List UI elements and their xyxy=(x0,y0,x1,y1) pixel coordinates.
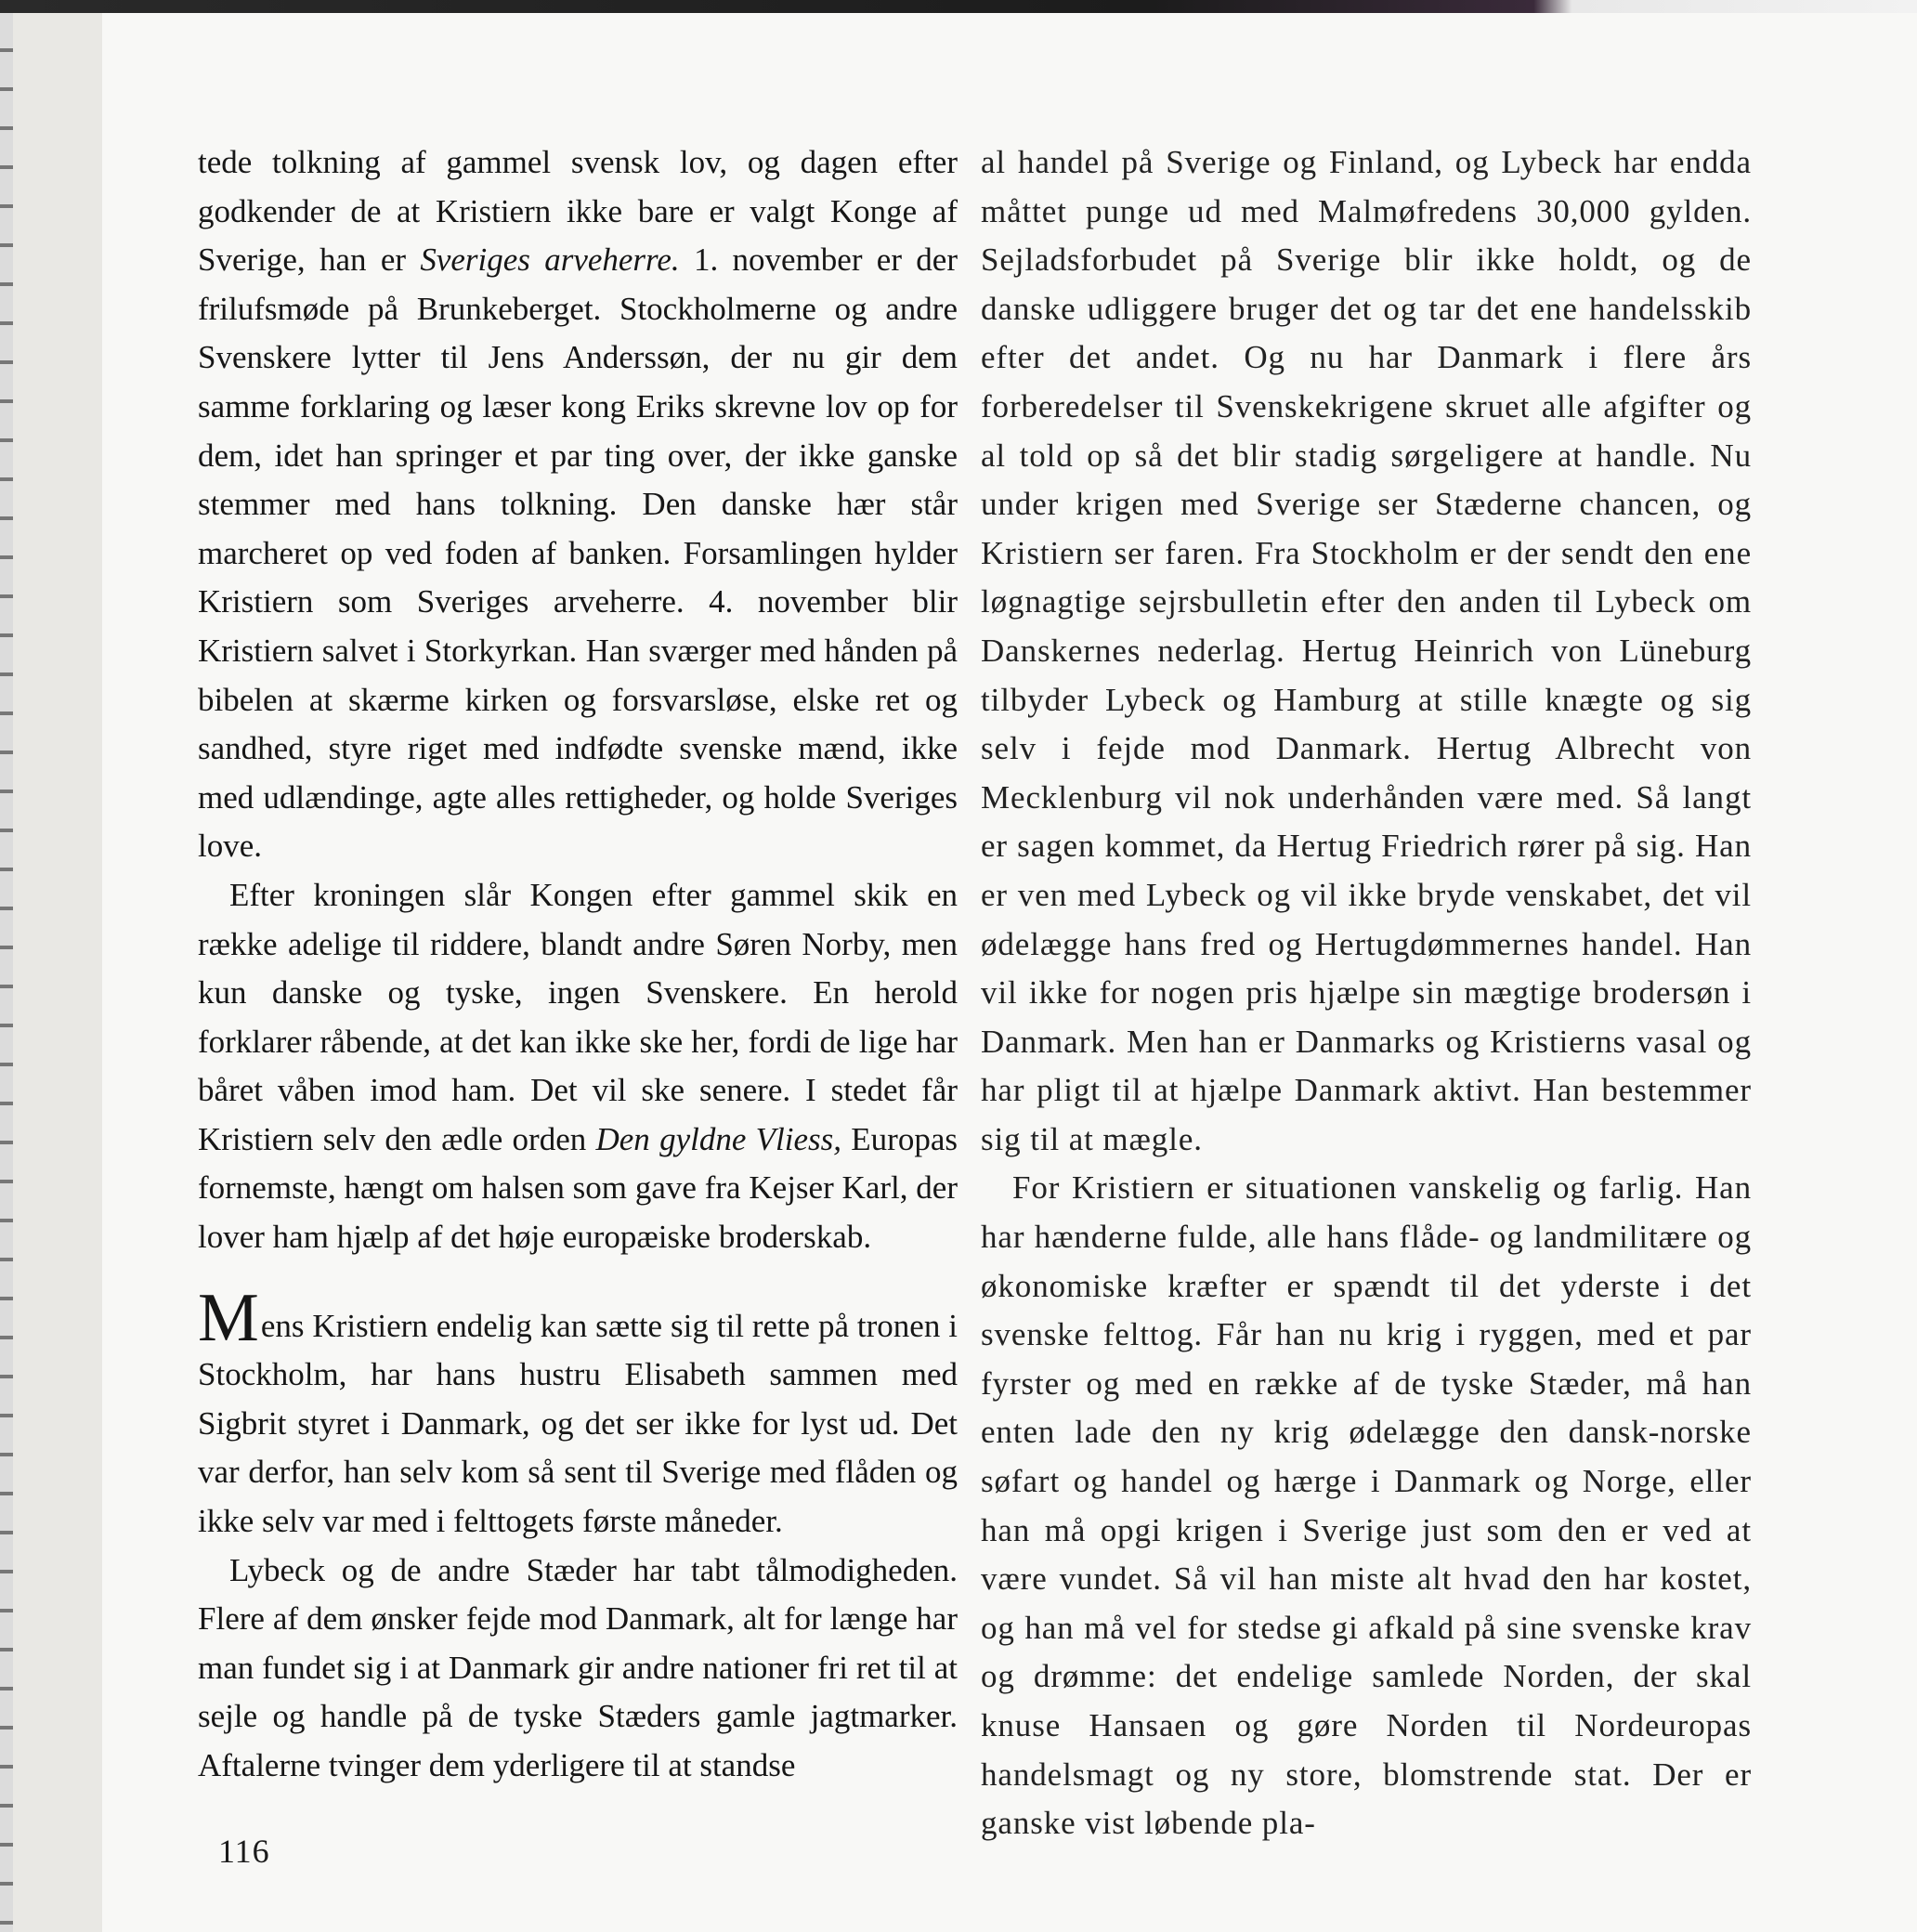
paragraph-2-text: Efter kroningen slår Kongen efter gammel skik en række adelige til riddere, blandt andre Søren Norby, men kun danske og tyske, ingen Svenskere. En herold forklarer råbende, at det kan ikke ske her, fordi de lige har båret våben imod ham. Det vil ske senere. I stedet får Kristiern selv den ædle orden xyxy=(198,876,958,1157)
paragraph-2-rest: Europas fornemste, hængt om halsen som gave fra Kejser Karl, der lover ham hjælp af det høje europæiske broderskab. xyxy=(198,1120,958,1256)
book-page xyxy=(102,13,1917,1932)
paragraph-3 xyxy=(198,1279,958,1547)
paragraph-1-rest: 1. november er der frilufsmøde på Brunkeberget. Stockholmerne og andre Svenskere lytter til Jens Anderssøn, der nu gir dem samme forklaring og læser kong Eriks skrevne lov op for dem, idet han springer et par ting over, der ikke ganske stemmer med hans tolkning. Den danske hær står marcheret op ved foden af banken. Forsamlingen hylder Kristiern som Sveriges arveherre. 4. november blir Kristiern salvet i Storkyrkan. Han sværger med hånden på bibelen at skærme kirken og forsvarsløse, elske ret og sandhed, styre riget med indfødte svenske mænd, ikke med udlændinge, agte alles rettigheder, og holde Sveriges love. xyxy=(198,242,958,865)
paragraph-1 xyxy=(198,138,958,871)
italic-term-arveherre: Sveriges arveherre. xyxy=(420,242,680,279)
paragraph-3-text: ens Kristiern endelig kan sætte sig til rette på tronen i Stockholm, har hans hustru Elisabeth sammen med Sigbrit styret i Danmark, og det ser ikke for lyst ud. Det var derfor, han selv kom så sent til Sverige med flåden og ikke selv var med i felttogets første måneder. xyxy=(198,1307,958,1540)
left-column xyxy=(198,138,958,1791)
scan-left-edge xyxy=(0,13,13,1932)
paragraph-4: Lybeck og de andre Stæder har tabt tålmodigheden. Flere af dem ønsker fejde mod Danmark, alt for længe har man fundet sig i at Danmark gir andre nationer fri ret til at sejle og handle på de tyske Stæders gamle jagtmarker. Aftalerne tvinger dem yderligere til at standse xyxy=(198,1551,958,1783)
paragraph-1-text: tede tolkning af gammel svensk lov, og dagen efter godkender de at Kristiern ikke bare er valgt Konge af Sverige, han er xyxy=(198,144,958,279)
paragraph-2 xyxy=(198,871,958,1262)
paragraph-6: For Kristiern er situationen vanskelig og farlig. Han har hænderne fulde, alle hans flåde- og landmilitære og økonomiske kræfter er spændt til det yderste i det svenske felttog. Får han nu krig i ryggen, med et par fyrster og med en række af de tyske Stæder, må han enten lade den ny krig ødelægge den dansk-norske søfart og handel og hærge i Danmark og Norge, eller han må opgi krigen i Sverige just som den er ved at være vundet. Så vil han miste alt hvad den har kostet, og han må vel for stedse gi afkald på sine svenske krav og drømme: det endelige samlede Norden, der skal knuse Hansaen og gøre Norden til Nordeuropas handelsmagt og ny store, blomstrende stat. Der er ganske vist løbende pla- xyxy=(981,1169,1752,1842)
drop-cap: M xyxy=(198,1279,259,1356)
right-column xyxy=(981,138,1752,1848)
paragraph-5: al handel på Sverige og Finland, og Lybeck har endda måttet punge ud med Malmøfredens 30,000 gylden. Sejladsforbudet på Sverige blir ikke holdt, og de danske udliggere bruger det og tar det ene handelsskib efter det andet. Og nu har Danmark i flere års forberedelser til Svenskekrigene skruet alle afgifter og al told op så det blir stadig sørgeligere at handle. Nu under krigen med Sverige ser Stæderne chancen, og Kristiern ser faren. Fra Stockholm er der sendt den ene løgnagtige sejrsbulletin efter den anden til Lybeck om Danskernes nederlag. Hertug Heinrich von Lüneburg tilbyder Lybeck og Hamburg at stille knægte og sig selv i fejde mod Danmark. Hertug Albrecht von Mecklenburg vil nok underhånden være med. Så langt er sagen kommet, da Hertug Friedrich rører på sig. Han er ven med Lybeck og vil ikke bryde venskabet, det vil ødelægge hans fred og Hertugdømmernes handel. Han vil ikke for nogen pris hjælpe sin mægtige brodersøn i Danmark. Men han er Danmarks og Kristierns vasal og har pligt til at hjælpe Danmark aktivt. Han bestemmer sig til at mægle. xyxy=(981,144,1752,1157)
page-number: 116 xyxy=(218,1833,270,1870)
italic-term-vliess: Den gyldne Vliess, xyxy=(595,1120,842,1157)
scan-top-edge xyxy=(0,0,1917,13)
